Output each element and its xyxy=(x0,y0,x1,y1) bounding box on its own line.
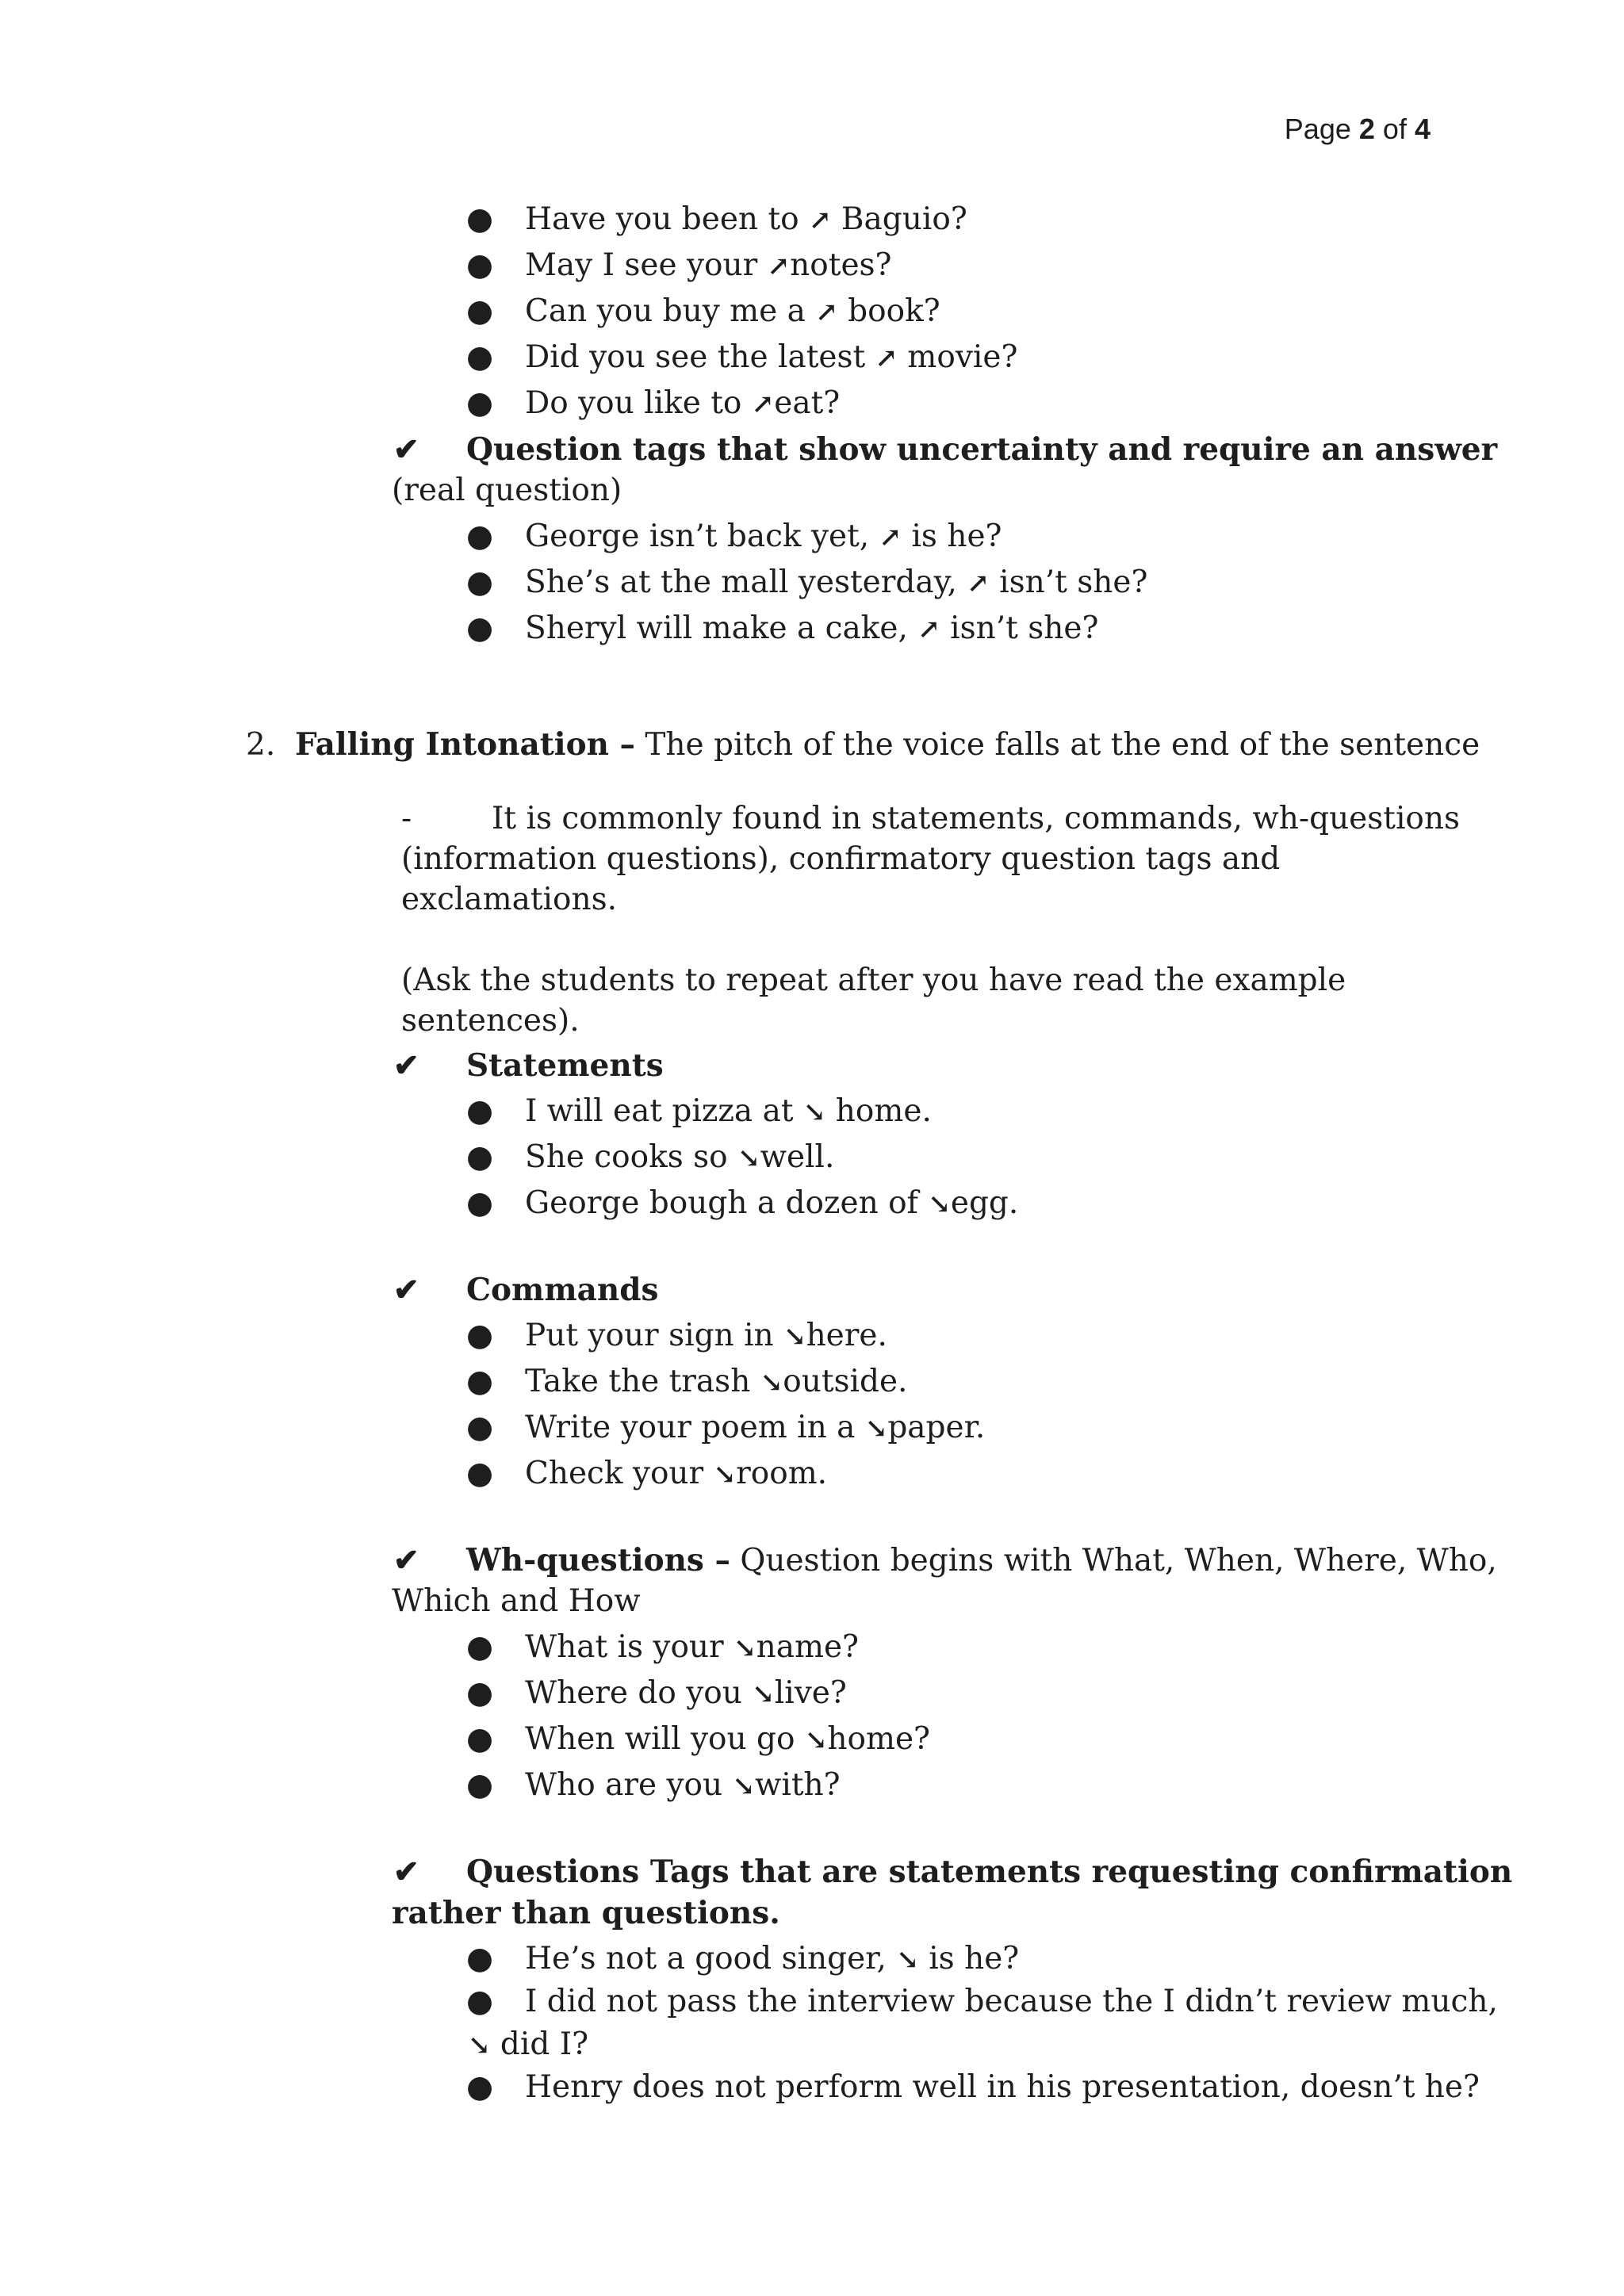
bullet-icon: ● xyxy=(466,339,494,375)
bullet-icon: ● xyxy=(466,1139,494,1175)
note-text: It is commonly found in statements, commands, wh-questions xyxy=(492,801,1461,836)
bullet-icon: ● xyxy=(466,610,494,646)
rising-arrow-icon: ↗ xyxy=(809,205,832,236)
bullet-icon: ● xyxy=(466,293,494,329)
instruction-text: sentences). xyxy=(401,1003,580,1039)
bullet-icon: ● xyxy=(466,1318,494,1353)
note-text: (information questions), confirmatory question tags and xyxy=(401,841,1281,877)
bullet-icon: ● xyxy=(466,1456,494,1491)
bullet-icon: ● xyxy=(466,564,494,600)
falling-arrow-icon: ↘ xyxy=(468,2030,491,2061)
bullet-icon: ● xyxy=(466,1941,494,1976)
section-heading-continued: rather than questions. xyxy=(392,1895,780,1931)
bullet-icon: ● xyxy=(466,1721,494,1757)
bullet-icon: ● xyxy=(466,2069,494,2105)
falling-arrow-icon: ↘ xyxy=(760,1367,783,1399)
bullet-icon: ● xyxy=(466,1767,494,1803)
falling-arrow-icon: ↘ xyxy=(896,1944,919,1976)
bullet-icon: ● xyxy=(466,519,494,554)
bullet-icon: ● xyxy=(466,1984,494,2019)
falling-arrow-icon: ↘ xyxy=(804,1724,828,1756)
check-icon: ✔ xyxy=(393,1272,419,1308)
falling-arrow-icon: ↘ xyxy=(737,1142,760,1174)
rising-arrow-icon: ↗ xyxy=(879,522,902,553)
bullet-icon: ● xyxy=(466,1629,494,1665)
falling-arrow-icon: ↘ xyxy=(928,1188,951,1220)
rising-arrow-icon: ↗ xyxy=(917,614,940,645)
page-number: Page 2 of 4 xyxy=(1284,113,1431,145)
bullet-icon: ● xyxy=(466,247,494,283)
check-icon: ✔ xyxy=(393,431,419,468)
falling-arrow-icon: ↘ xyxy=(802,1096,826,1128)
rising-arrow-icon: ↗ xyxy=(751,388,775,420)
bullet-icon: ● xyxy=(466,201,494,237)
check-icon: ✔ xyxy=(393,1542,419,1578)
falling-arrow-icon: ↘ xyxy=(733,1632,756,1664)
section-subheading: (real question) xyxy=(392,473,622,508)
list-item-continued: ↘ did I? xyxy=(468,2022,588,2068)
falling-arrow-icon: ↘ xyxy=(783,1321,806,1353)
bullet-icon: ● xyxy=(466,385,494,421)
falling-arrow-icon: ↘ xyxy=(713,1459,737,1490)
note-dash: - xyxy=(401,801,412,836)
falling-arrow-icon: ↘ xyxy=(752,1678,775,1710)
bullet-icon: ● xyxy=(466,1364,494,1399)
bullet-icon: ● xyxy=(466,1185,494,1221)
bullet-icon: ● xyxy=(466,1410,494,1445)
falling-arrow-icon: ↘ xyxy=(732,1770,755,1802)
note-text: exclamations. xyxy=(401,882,618,917)
bullet-icon: ● xyxy=(466,1675,494,1711)
section-subheading: Which and How xyxy=(392,1583,641,1619)
rising-arrow-icon: ↗ xyxy=(875,342,898,374)
check-icon: ✔ xyxy=(393,1854,419,1890)
rising-arrow-icon: ↗ xyxy=(767,251,791,282)
bullet-icon: ● xyxy=(466,1093,494,1129)
check-icon: ✔ xyxy=(393,1047,419,1084)
falling-arrow-icon: ↘ xyxy=(864,1413,888,1445)
rising-arrow-icon: ↗ xyxy=(967,568,990,599)
rising-arrow-icon: ↗ xyxy=(815,297,838,328)
falling-intonation-heading: 2. Falling Intonation – The pitch of the voice falls at the end of the sentence xyxy=(246,726,1480,763)
instruction-text: (Ask the students to repeat after you have read the example xyxy=(401,962,1346,998)
